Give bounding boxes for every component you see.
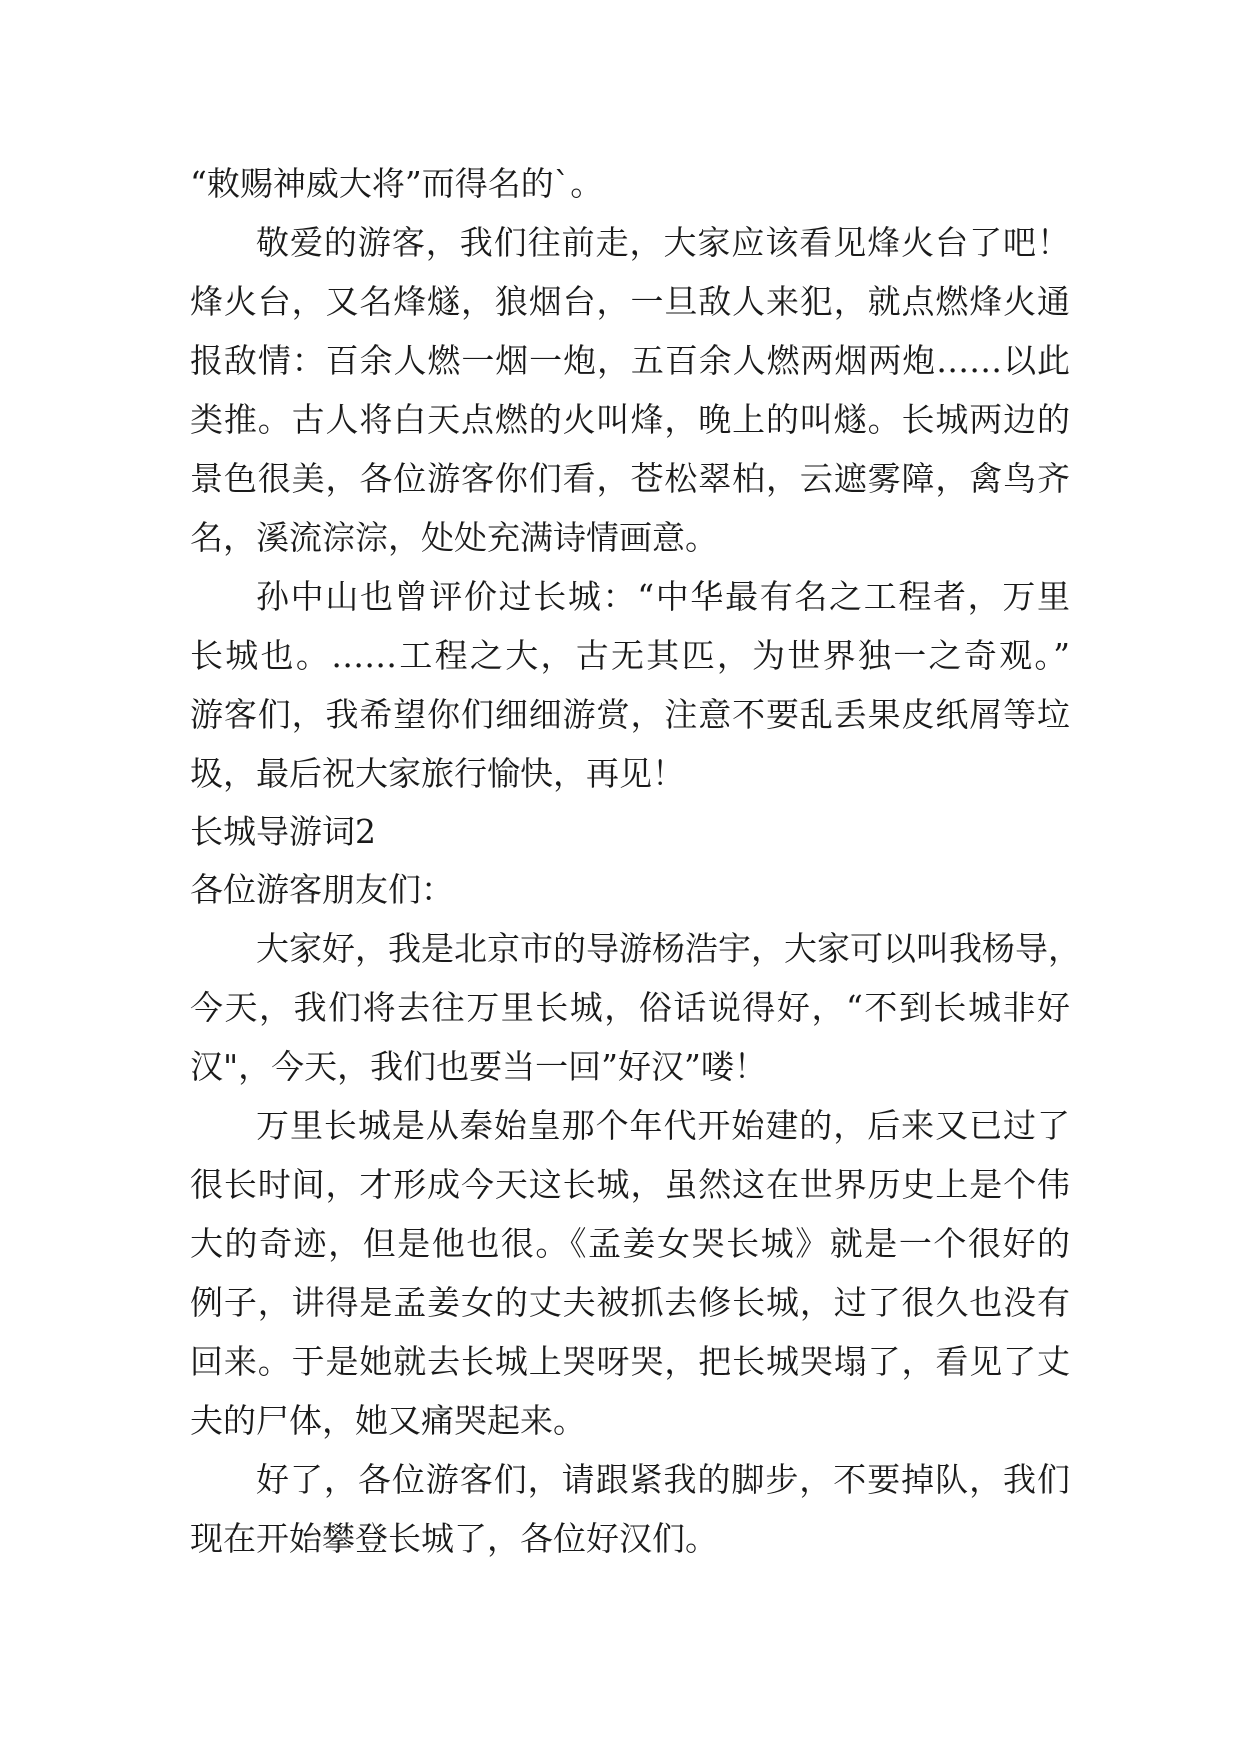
paragraph-start-line: 大家好，我是北京市的导游杨浩宇，大家可以叫我杨导， <box>256 929 1081 968</box>
paragraph-start-line: 敬爱的游客，我们往前走，大家应该看见烽火台了吧！ <box>256 223 1070 262</box>
text-line: 游客们，我希望你们细细游赏，注意不要乱丢果皮纸屑等垃 <box>190 695 1070 734</box>
text-line: “敕赐神威大将”而得名的`。 <box>190 164 604 203</box>
text-line: 今天，我们将去往万里长城，俗话说得好，“不到长城非好 <box>190 988 1070 1027</box>
text-line: 圾，最后祝大家旅行愉快，再见！ <box>190 754 685 793</box>
text-line: 回来。于是她就去长城上哭呀哭，把长城哭塌了，看见了丈 <box>190 1342 1070 1381</box>
salutation-line: 各位游客朋友们： <box>190 870 454 909</box>
text-line: 汉"，今天，我们也要当一回”好汉”喽！ <box>190 1047 767 1086</box>
paragraph-start-line: 孙中山也曾评价过长城：“中华最有名之工程者，万里 <box>256 577 1070 616</box>
paragraph-start-line: 万里长城是从秦始皇那个年代开始建的，后来又已过了 <box>256 1106 1070 1145</box>
text-line: 名，溪流淙淙，处处充满诗情画意。 <box>190 518 718 557</box>
text-line: 例子，讲得是孟姜女的丈夫被抓去修长城，过了很久也没有 <box>190 1283 1070 1322</box>
section-heading: 长城导游词2 <box>190 812 376 851</box>
text-line: 报敌情：百余人燃一烟一炮，五百余人燃两烟两炮……以此 <box>190 341 1070 380</box>
text-line: 夫的尸体，她又痛哭起来。 <box>190 1401 586 1440</box>
text-line: 景色很美，各位游客你们看，苍松翠柏，云遮雾障，禽鸟齐 <box>190 459 1070 498</box>
text-line: 长城也。……工程之大，古无其匹，为世界独一之奇观。” <box>190 636 1070 675</box>
text-line: 类推。古人将白天点燃的火叫烽，晚上的叫燧。长城两边的 <box>190 400 1070 439</box>
text-line: 现在开始攀登长城了，各位好汉们。 <box>190 1519 718 1558</box>
text-line: 很长时间，才形成今天这长城，虽然这在世界历史上是个伟 <box>190 1165 1070 1204</box>
text-line: 大的奇迹，但是他也很。《孟姜女哭长城》就是一个很好的 <box>190 1224 1070 1263</box>
paragraph-start-line: 好了，各位游客们，请跟紧我的脚步，不要掉队，我们 <box>256 1460 1070 1499</box>
text-line: 烽火台，又名烽燧，狼烟台，一旦敌人来犯，就点燃烽火通 <box>190 282 1070 321</box>
